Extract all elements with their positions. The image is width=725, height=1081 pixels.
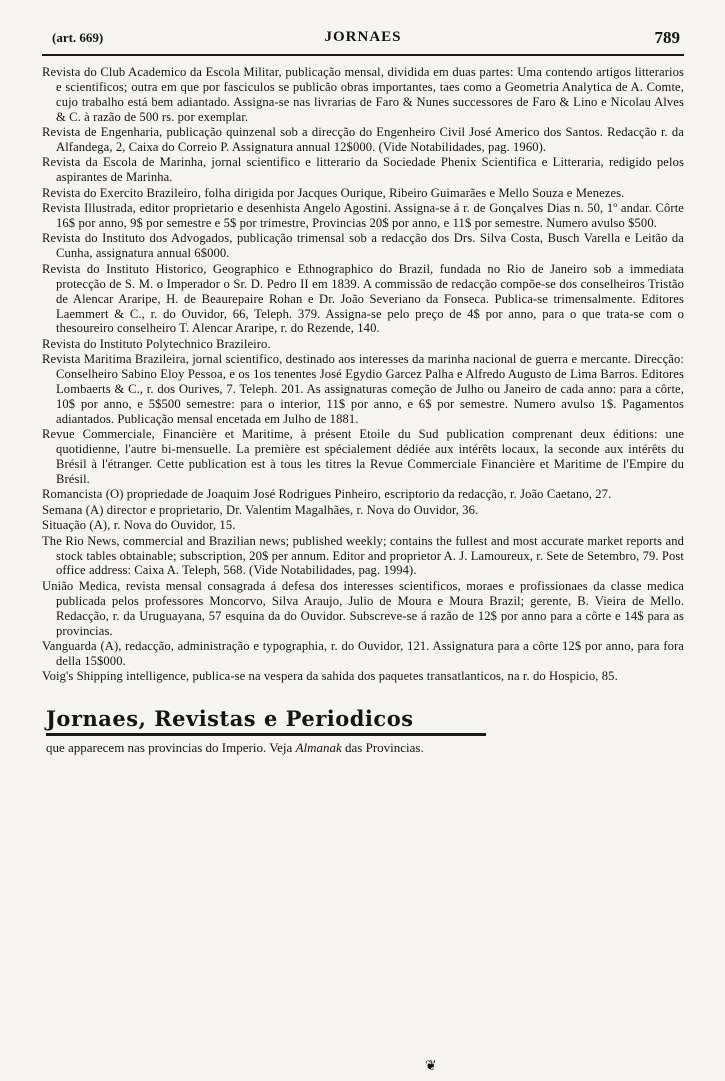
page-header — [42, 28, 684, 56]
section-title: Jornaes, Revistas e Periodicos — [46, 706, 414, 732]
list-item: Vanguarda (A), redacção, administração e typographia, r. do Ouvidor, 121. Assignatura para a côrte 12$ por anno, para fora della 15$000. — [42, 638, 684, 668]
ornament-icon: ❦ — [425, 1059, 437, 1074]
list-item: União Medica, revista mensal consagrada á defesa dos interesses scientificos, moraes e profissionaes da classe medica publicada pelos professores Moncorvo, Silva Araujo, Julio de Moura e Moura Brazil; gerente, B. Vieira de Mello. Redacção, r. da Uruguayana, 57 esquina da do Ouvidor. Subscreve-se á razão de 12$ por anno para a côrte e 14$ para as provincias. — [42, 578, 684, 638]
list-item: Semana (A) director e proprietario, Dr. Valentim Magalhães, r. Nova do Ouvidor, 36. — [42, 502, 479, 517]
section-note — [46, 740, 684, 756]
section-note-italic: Almanak — [295, 740, 342, 756]
list-item: Revista do Instituto Historico, Geographico e Ethnographico do Brazil, fundada no Rio de Janeiro sob a immediata protecção de S. M. o Imperador o Sr. D. Pedro II em 1839. A commissão de redacção compõe-se dos conselheiros Tristão de Alencar Araripe, H. de Beaurepaire Rohan e Dr. João Severiano da Fonseca. Publica-se trimensalmente. Editores Laemmert & C., r. do Ouvidor, 66, Teleph. 379. Assigna-se pelo preço de 4$ por anno, para o que trata-se com o thesoureiro conselheiro T. Alencar Araripe, r. do Rezende, 140. — [42, 261, 684, 336]
list-item: Revista do Instituto Polytechnico Brazileiro. — [42, 336, 271, 351]
list-item: Situação (A), r. Nova do Ouvidor, 15. — [42, 518, 236, 533]
list-item: Romancista (O) propriedade de Joaquim José Rodrigues Pinheiro, escriptorio da redacção, r. João Caetano, 27. — [42, 487, 612, 502]
list-item: Revista Illustrada, editor proprietario e desenhista Angelo Agostini. Assigna-se á r. de Gonçalves Dias n. 50, 1º andar. Côrte 16$ por anno, 9$ por semestre e 5$ por trimestre, Provincias 20$ por anno, e 11$ por semestre. Numero avulso $500. — [42, 201, 684, 231]
page-title: JORNAES — [324, 29, 402, 45]
list-item: Revista do Instituto dos Advogados, publicação trimensal sob a redacção dos Drs. Silva Costa, Busch Varella e Leitão da Cunha, assignatura annual 6$000. — [42, 231, 684, 261]
article-ref: (art. 669) — [52, 30, 104, 45]
page-number: 789 — [654, 28, 680, 47]
list-item: Revista de Engenharia, publicação quinzenal sob a direcção do Engenheiro Civil José Americo dos Santos. Redacção r. da Alfandega, 2, Caixa do Correio P. Assignatura annual 12$000. (Vide Notabilidades, pag. 1960). — [42, 125, 684, 155]
list-item: Revista do Exercito Brazileiro, folha dirigida por Jacques Ourique, Ribeiro Guimarães e Mello Souza e Menezes. — [42, 185, 625, 200]
page — [42, 28, 684, 756]
list-item: Revista da Escola de Marinha, jornal scientifico e litterario da Sociedade Phenix Scientifica e Litteraria, redigido pelos aspirantes de Marinha. — [42, 155, 684, 185]
list-item: Revista do Club Academico da Escola Militar, publicação mensal, dividida em duas partes: Uma contendo artigos litterarios e scientificos; outra em que por fasciculos se publicão obras importantes, taes como a Geometria Analytica de A. Comte, cujo trabalho está bem adiantado. Assigna-se nas livrarias de Faro & Nunes successores de Faro & Lino e Nicolau Alves & C. à razão de 500 rs. por exemplar. — [42, 65, 684, 124]
list-item: The Rio News, commercial and Brazilian news; published weekly; contains the fullest and most accurate market reports and stock tables obtainable; subscription, 20$ per annum. Editor and proprietor A. J. Lamoureux, r. Sete de Setembro, 79. Post office address: Caixa A. Teleph, 568. (Vide Notabilidades, pag. 1994). — [42, 533, 684, 578]
section-note-suffix: das Provincias. — [345, 740, 424, 756]
section-rule — [46, 733, 486, 736]
list-item: Revue Commerciale, Financière et Maritime, à présent Etoile du Sud publication comprenant deux éditions: une quotidienne, l'autre bi-mensuelle. La première est spécialement dédiée aux intérêts locaux, la seconde aux intérêts du Brésil à l'étranger. Cette publication est à tous les titres la Revue Commerciale Financière et Maritime de l'Empire du Brésil. — [42, 427, 684, 486]
list-item: Revista Maritima Brazileira, jornal scientifico, destinado aos interesses da marinha nacional de guerra e mercante. Direcção: Conselheiro Sabino Eloy Pessoa, e os 1os tenentes José Egydio Garcez Palha e Alfredo Augusto de Lima Barros. Editores Lombaerts & C., r. dos Ourives, 7. Teleph. 201. As assignaturas começão de Julho ou Janeiro de cada anno: para a côrte, 10$ por anno, e 5$500 semestre: para o interior, 11$ por anno, e 6$ por semestre. Numero avulso 1$. Pagamentos adiantados. Publicação mensal encetada em Julho de 1881. — [42, 352, 684, 426]
section-note-prefix: que apparecem nas provincias do Imperio. Veja — [46, 740, 293, 756]
list-item: Voig's Shipping intelligence, publica-se na vespera da sahida dos paquetes transatlanticos, na r. do Hospicio, 85. — [42, 669, 618, 684]
entry-list — [42, 65, 684, 684]
